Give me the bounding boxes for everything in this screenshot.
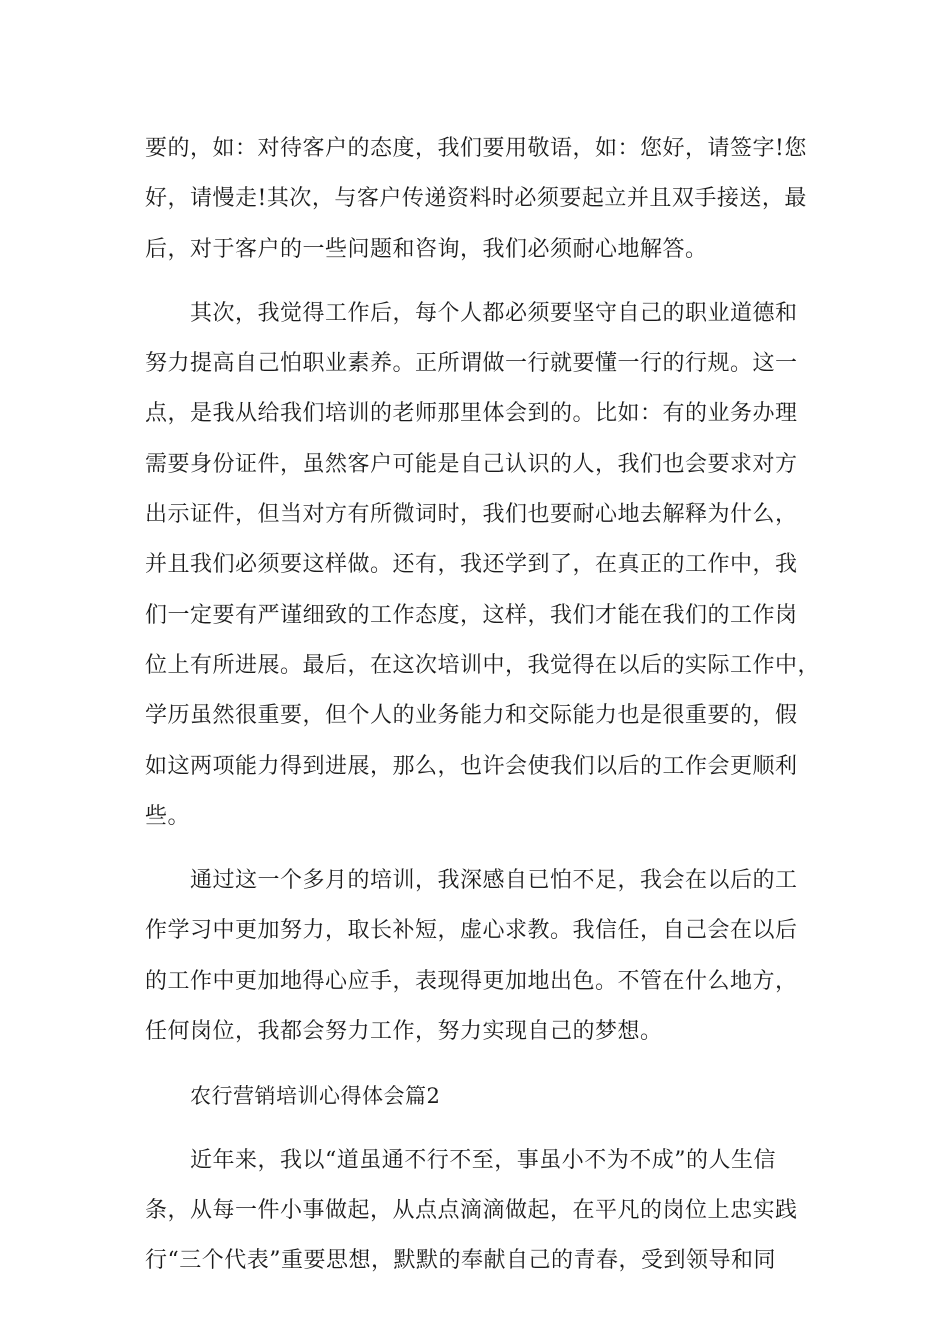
paragraph-4 bbox=[145, 1136, 820, 1287]
section-title: 农行营销培训心得体会篇2 bbox=[190, 1084, 441, 1109]
text-line: 如这两项能力得到进展，那么，也许会使我们以后的工作会更顺利 bbox=[145, 753, 798, 779]
paragraph-3 bbox=[145, 856, 820, 1057]
text-line: 要的，如：对待客户的态度，我们要用敬语，如：您好，请签字!您 bbox=[145, 136, 807, 161]
text-line: 需要身份证件，虽然客户可能是自己认识的人，我们也会要求对方 bbox=[145, 451, 798, 477]
text-line: 点，是我从给我们培训的老师那里体会到的。比如：有的业务办理 bbox=[145, 401, 798, 427]
paragraph-2 bbox=[145, 289, 820, 842]
text-line: 行“三个代表”重要思想，默默的奉献自己的青春，受到领导和同 bbox=[145, 1248, 776, 1274]
text-line: 作学习中更加努力，取长补短，虚心求教。我信任，自己会在以后 bbox=[145, 918, 798, 944]
text-line: 位上有所进展。最后，在这次培训中，我觉得在以后的实际工作中， bbox=[145, 652, 821, 678]
text-line: 其次，我觉得工作后，每个人都必须要坚守自己的职业道德和 bbox=[190, 300, 798, 326]
text-line: 些。 bbox=[145, 803, 191, 829]
text-line: 条，从每一件小事做起，从点点滴滴做起，在平凡的岗位上忠实践 bbox=[145, 1197, 798, 1223]
text-line: 后，对于客户的一些问题和咨询，我们必须耐心地解答。 bbox=[145, 236, 708, 262]
section-heading bbox=[145, 1071, 820, 1121]
text-line: 出示证件，但当对方有所微词时，我们也要耐心地去解释为什么， bbox=[145, 502, 798, 528]
text-line: 的工作中更加地得心应手，表现得更加地出色。不管在什么地方， bbox=[145, 968, 798, 994]
text-line: 们一定要有严谨细致的工作态度，这样，我们才能在我们的工作岗 bbox=[145, 602, 798, 628]
text-line: 并且我们必须要这样做。还有，我还学到了，在真正的工作中，我 bbox=[145, 552, 798, 578]
document-body bbox=[145, 124, 820, 1287]
text-line: 通过这一个多月的培训，我深感自已怕不足，我会在以后的工 bbox=[190, 868, 798, 894]
text-line: 学历虽然很重要，但个人的业务能力和交际能力也是很重要的，假 bbox=[145, 703, 798, 729]
text-line: 任何岗位，我都会努力工作，努力实现自己的梦想。 bbox=[145, 1019, 663, 1045]
text-line: 努力提高自己怕职业素养。正所谓做一行就要懂一行的行规。这一 bbox=[145, 351, 798, 377]
paragraph-1 bbox=[145, 124, 820, 275]
text-line: 近年来，我以“道虽通不行不至，事虽小不为不成”的人生信 bbox=[190, 1147, 776, 1173]
text-line: 好，请慢走!其次，与客户传递资料时必须要起立并且双手接送，最 bbox=[145, 186, 807, 212]
